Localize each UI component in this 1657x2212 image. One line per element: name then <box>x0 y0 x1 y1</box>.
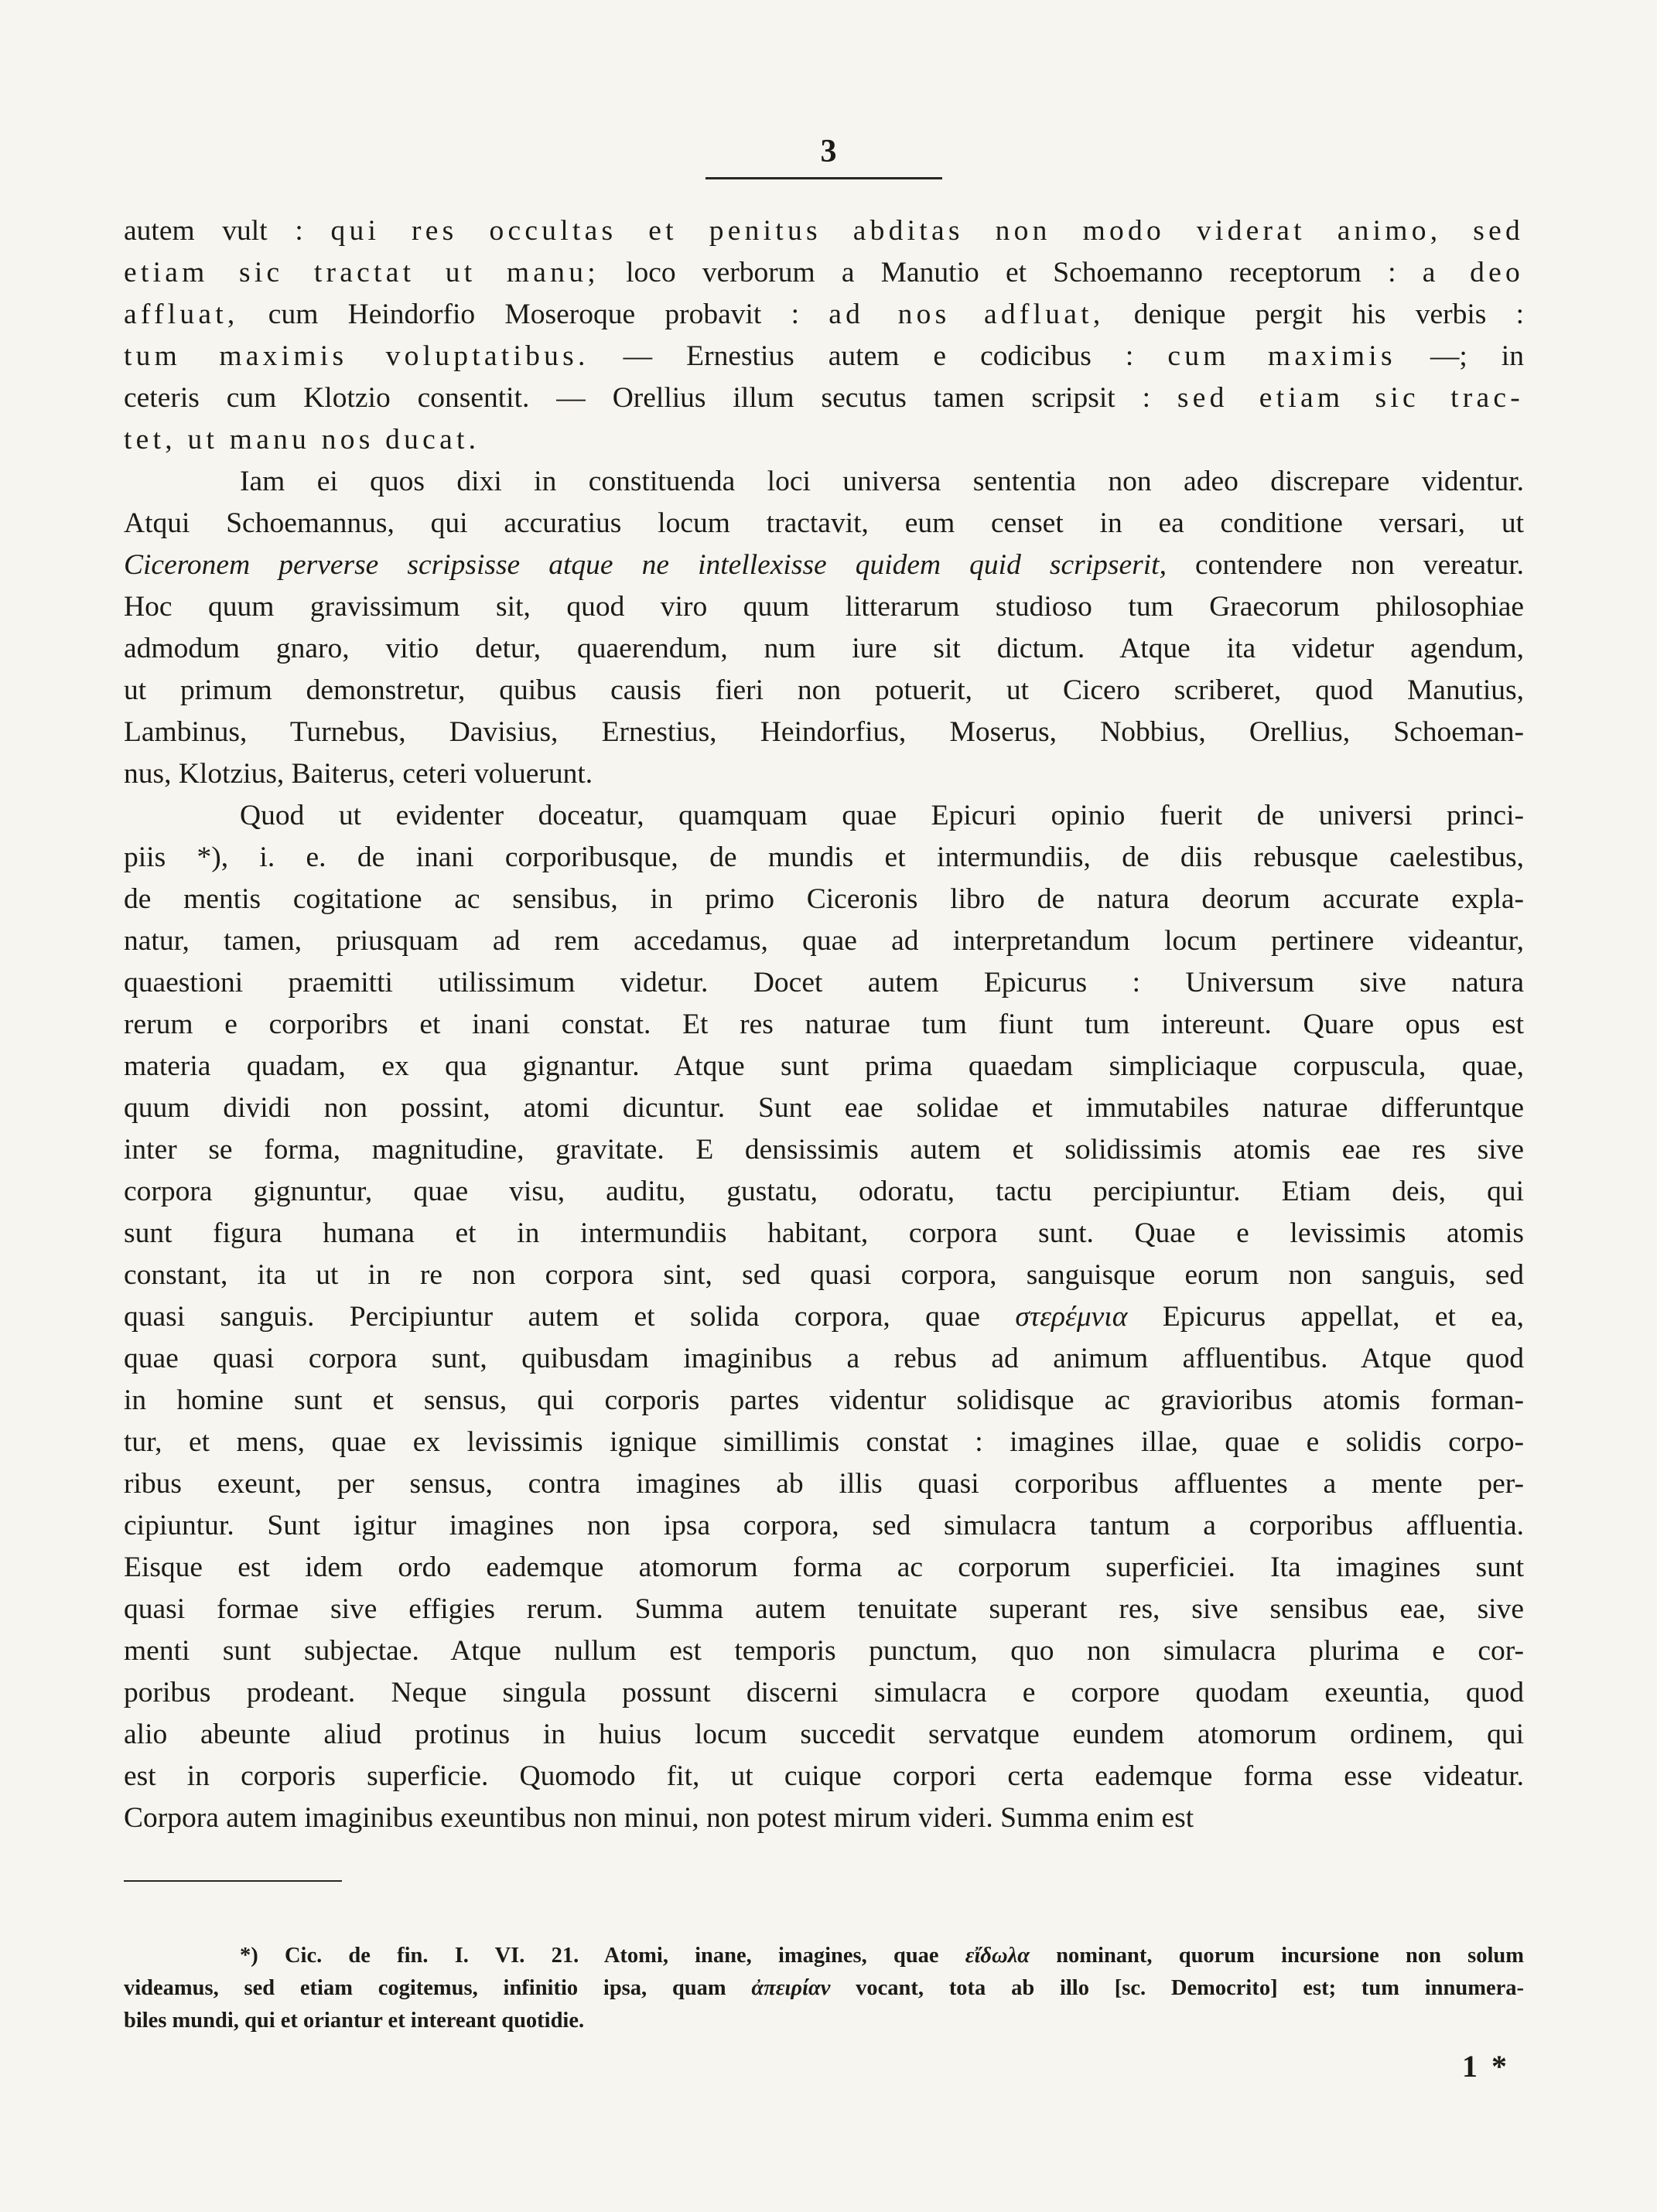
body-line <box>124 1672 1524 1714</box>
header-rule <box>706 177 942 179</box>
text-run: ut primum demonstretur, quibus causis fieri non potuerit, ut Cicero scriberet, quod Manutius, <box>124 674 1524 706</box>
text-run: tur, et mens, quae ex levissimis ignique simillimis constat : imagines illae, quae e solidis corpo- <box>124 1426 1524 1458</box>
body-line <box>124 837 1524 879</box>
italic-run: εἴδωλα <box>965 1944 1030 1968</box>
text-run: in homine sunt et sensus, qui corporis partes videntur solidisque ac gravioribus atomis forman- <box>124 1384 1524 1416</box>
text-run: Corpora autem imaginibus exeuntibus non minui, non potest mirum videri. Summa enim est <box>124 1802 1194 1834</box>
body-line <box>124 1004 1524 1046</box>
italic-run: Ciceronem perverse scripsisse atque ne intellexisse quidem quid scripserit, <box>124 549 1167 581</box>
body-line <box>124 252 1524 294</box>
body-line <box>124 920 1524 962</box>
body-line <box>124 1589 1524 1630</box>
text-run: *) Cic. de fin. I. VI. 21. Atomi, inane, imagines, quae <box>240 1944 965 1968</box>
text-run: constant, ita ut in re non corpora sint, sed quasi corpora, sanguisque eorum non sanguis, sed <box>124 1259 1524 1291</box>
body-line <box>124 336 1524 377</box>
body-line <box>124 1463 1524 1505</box>
text-run: admodum gnaro, vitio detur, quaerendum, num iure sit dictum. Atque ita videtur agendum, <box>124 633 1524 664</box>
text-run: autem vult : <box>124 215 331 247</box>
text-run: videamus, sed etiam cogitemus, infinitio ipsa, quam <box>124 1976 752 2000</box>
text-run: cum Heindorfio Moseroque probavit : <box>238 299 829 330</box>
text-run: vocant, tota ab illo [sc. Democrito] est; tum innumera- <box>830 1976 1524 2000</box>
text-run: loco verborum a Manutio et Schoemanno receptorum : <box>599 257 1423 288</box>
footnote-line <box>124 1972 1524 2005</box>
footnote-rule <box>124 1880 342 1882</box>
text-run: nominant, quorum incursione non solum <box>1030 1944 1524 1968</box>
body-line <box>124 879 1524 920</box>
text-run: ceteris cum Klotzio consentit. — Orellius illum secutus tamen scripsit : <box>124 382 1177 414</box>
body-line <box>124 712 1524 753</box>
body-line <box>124 670 1524 712</box>
text-run: contendere non vereatur. <box>1166 549 1524 581</box>
text-run: —; in <box>1396 340 1524 372</box>
body-line <box>124 1714 1524 1756</box>
body-line <box>124 1422 1524 1463</box>
body-line <box>124 461 1524 503</box>
body-line <box>124 294 1524 336</box>
text-run: denique pergit his verbis : <box>1104 299 1524 330</box>
body-line <box>124 1087 1524 1129</box>
text-run: quasi formae sive effigies rerum. Summa autem tenuitate superant res, sive sensibus eae, sive <box>124 1593 1524 1625</box>
text-run: materia quadam, ex qua gignantur. Atque sunt prima quaedam simpliciaque corpuscula, quae, <box>124 1050 1524 1082</box>
footnote-line <box>124 1940 1524 1972</box>
spaced-quotation: etiam sic tractat ut manu; <box>124 257 600 288</box>
text-run: Lambinus, Turnebus, Davisius, Ernestius, Heindorfius, Moserus, Nobbius, Orellius, Schoeman- <box>124 716 1524 748</box>
text-run: Hoc quum gravissimum sit, quod viro quum litterarum studioso tum Graecorum philosophiae <box>124 591 1524 623</box>
text-run: est in corporis superficie. Quomodo fit, ut cuique corpori certa eademque forma esse videatur. <box>124 1760 1524 1792</box>
body-line <box>124 1505 1524 1547</box>
text-run: biles mundi, qui et oriantur et intereant quotidie. <box>124 2009 585 2033</box>
text-run: Iam ei quos dixi in constituenda loci universa sententia non adeo discrepare videntur. <box>240 466 1524 497</box>
body-line <box>124 1296 1524 1338</box>
spaced-quotation: ad nos adfluat, <box>828 299 1105 330</box>
spaced-quotation: affluat, <box>124 299 239 330</box>
body-line <box>124 1129 1524 1171</box>
footnotes <box>124 1940 1524 2037</box>
body-line <box>124 1756 1524 1797</box>
body-line <box>124 1254 1524 1296</box>
text-run: Quod ut evidenter doceatur, quamquam quae Epicuri opinio fuerit de universi princi- <box>240 800 1524 831</box>
text-run: inter se forma, magnitudine, gravitate. E densissimis autem et solidissimis atomis eae res sive <box>124 1134 1524 1166</box>
text-run: de mentis cogitatione ac sensibus, in primo Ciceronis libro de natura deorum accurate expla- <box>124 883 1524 915</box>
body-line <box>124 210 1524 252</box>
body-line <box>124 1380 1524 1422</box>
body-text <box>124 210 1524 1839</box>
body-line <box>124 419 1524 461</box>
body-line <box>124 1046 1524 1087</box>
spaced-quotation: sed etiam sic trac- <box>1177 382 1525 414</box>
italic-run: στερέμνια <box>1015 1301 1128 1333</box>
text-run: ribus exeunt, per sensus, contra imagines ab illis quasi corporibus affluentes a mente per- <box>124 1468 1524 1500</box>
text-run: — Ernestius autem e codicibus : <box>589 340 1168 372</box>
body-line <box>124 503 1524 544</box>
body-line <box>124 962 1524 1004</box>
italic-run: ἀπειρίαν <box>751 1976 831 2000</box>
footnote-line <box>124 2005 1524 2037</box>
text-run: rerum e corporibrs et inani constat. Et res naturae tum fiunt tum intereunt. Quare opus est <box>124 1009 1524 1040</box>
body-line <box>124 377 1524 419</box>
spaced-quotation: a deo <box>1422 257 1524 288</box>
body-line <box>124 628 1524 670</box>
text-run: quum dividi non possint, atomi dicuntur. Sunt eae solidae et immutabiles naturae differuntque <box>124 1092 1524 1124</box>
text-run: Epicurus appellat, et ea, <box>1127 1301 1524 1333</box>
body-line <box>124 544 1524 586</box>
text-run: corpora gignuntur, quae visu, auditu, gustatu, odoratu, tactu percipiuntur. Etiam deis, qui <box>124 1176 1524 1207</box>
text-run: menti sunt subjectae. Atque nullum est temporis punctum, quo non simulacra plurima e cor- <box>124 1635 1524 1667</box>
spaced-quotation: qui res occultas et penitus abditas non modo viderat animo, sed <box>330 215 1524 247</box>
spaced-quotation: tet, ut manu nos ducat. <box>124 424 480 456</box>
text-run: Atqui Schoemannus, qui accuratius locum tractavit, eum censet in ea conditione versari, ut <box>124 507 1524 539</box>
signature-mark: 1 * <box>1462 2049 1510 2084</box>
text-run: Eisque est idem ordo eademque atomorum forma ac corporum superficiei. Ita imagines sunt <box>124 1551 1524 1583</box>
body-line <box>124 1797 1524 1839</box>
text-run: quasi sanguis. Percipiuntur autem et solida corpora, quae <box>124 1301 1016 1333</box>
spaced-quotation: tum maximis voluptatibus. <box>124 340 589 372</box>
body-line <box>124 795 1524 837</box>
text-run: natur, tamen, priusquam ad rem accedamus, quae ad interpretandum locum pertinere videantur, <box>124 925 1524 957</box>
text-run: quaestioni praemitti utilissimum videtur. Docet autem Epicurus : Universum sive natura <box>124 967 1524 998</box>
text-run: alio abeunte aliud protinus in huius locum succedit servatque eundem atomorum ordinem, qui <box>124 1719 1524 1750</box>
body-line <box>124 1213 1524 1254</box>
text-run: cipiuntur. Sunt igitur imagines non ipsa corpora, sed simulacra tantum a corporibus affluentia. <box>124 1510 1524 1541</box>
body-line <box>124 586 1524 628</box>
body-line <box>124 1171 1524 1213</box>
body-line <box>124 1630 1524 1672</box>
spaced-quotation: cum maximis <box>1167 340 1396 372</box>
text-run: quae quasi corpora sunt, quibusdam imaginibus a rebus ad animum affluentibus. Atque quod <box>124 1343 1524 1374</box>
body-line <box>124 753 1524 795</box>
body-line <box>124 1338 1524 1380</box>
text-run: sunt figura humana et in intermundiis habitant, corpora sunt. Quae e levissimis atomis <box>124 1217 1524 1249</box>
body-line <box>124 1547 1524 1589</box>
text-run: nus, Klotzius, Baiterus, ceteri voluerunt. <box>124 758 593 790</box>
text-run: piis *), i. e. de inani corporibusque, de mundis et intermundiis, de diis rebusque caelestibus, <box>124 841 1524 873</box>
page-number: 3 <box>820 134 837 169</box>
text-run: poribus prodeant. Neque singula possunt discerni simulacra e corpore quodam exeuntia, quod <box>124 1677 1524 1708</box>
